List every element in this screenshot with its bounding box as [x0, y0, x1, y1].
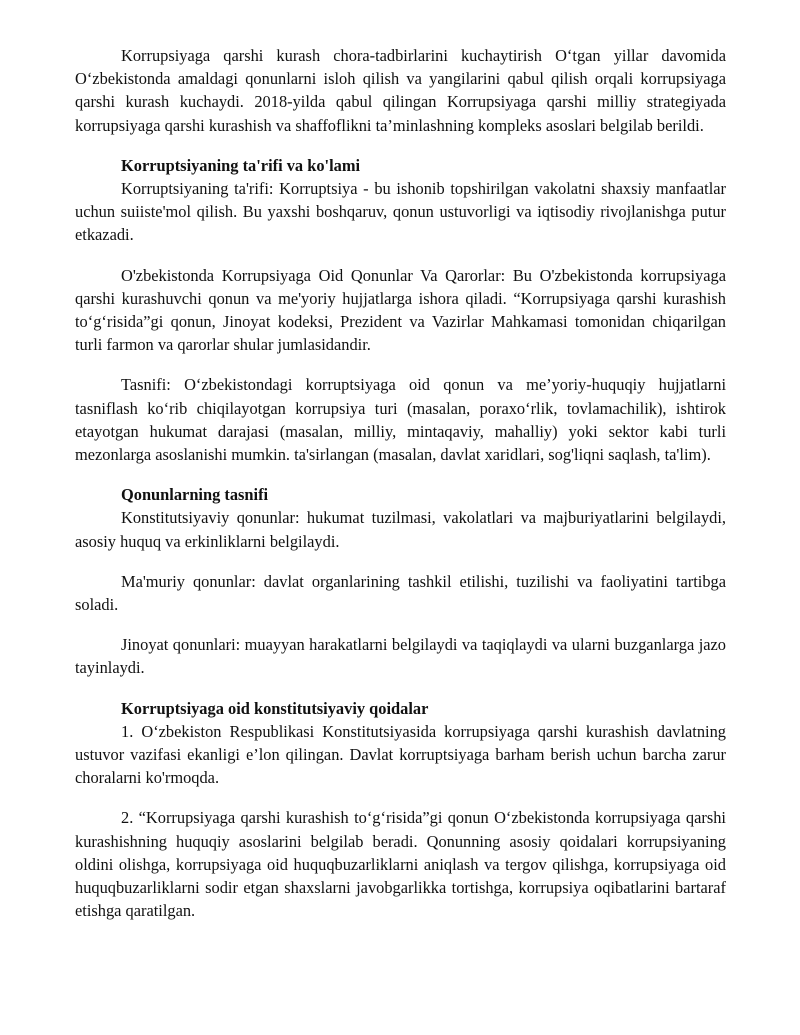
section-heading-constitutional-provisions: Korruptsiyaga oid konstitutsiyaviy qoidalar	[121, 698, 429, 718]
provision-2-paragraph: 2. “Korrupsiyaga qarshi kurashish to‘g‘risida”gi qonun O‘zbekistonda korrupsiyaga qarshi kurashishning huquqiy asoslarini belgilab beradi. Qonunning asosiy qoidalari korrupsiyaning oldini olishga, korrupsiyaga oid huquqbuzarliklarni aniqlash va tergov qilishga, korrupsiyaga oid huquqbuzarliklarni sodir etgan shaxslarni javobgarlikka tortishga, korrupsiya oqibatlarini bartaraf etishga qaratilgan.	[75, 808, 726, 921]
definition-paragraph: Korruptsiyaning ta'rifi: Korruptsiya - bu ishonib topshirilgan vakolatni shaxsiy manfaatlar uchun suiiste'mol qilish. Bu yaxshi boshqaruv, qonun ustuvorligi va iqtisodiy rivojlanishga putur etkazadi.	[75, 179, 726, 245]
criminal-laws-paragraph: Jinoyat qonunlari: muayyan harakatlarni belgilaydi va taqiqlaydi va ularni buzganlarga jazo tayinlaydi.	[75, 635, 726, 678]
spacer	[75, 680, 726, 697]
spacer	[75, 616, 726, 633]
spacer	[75, 137, 726, 154]
intro-paragraph: Korrupsiyaga qarshi kurash chora-tadbirlarini kuchaytirish O‘tgan yillar davomida O‘zbekistonda amaldagi qonunlarni isloh qilish va yangilarini qabul qilish orqali korrupsiyaga qarshi kurash kuchaydi. 2018-yilda qabul qilingan Korrupsiyaga qarshi milliy strategiyada korrupsiyaga qarshi kurashish va shaffoflikni ta’minlashning kompleks asoslari belgilab berildi.	[75, 46, 726, 135]
spacer	[75, 466, 726, 483]
spacer	[75, 789, 726, 806]
section-heading-law-classification: Qonunlarning tasnifi	[121, 485, 269, 505]
spacer	[75, 247, 726, 264]
provision-1-paragraph: 1. O‘zbekiston Respublikasi Konstitutsiyasida korrupsiyaga qarshi kurashish davlatning ustuvor vazifasi ekanligi e’lon qilingan. Davlat korruptsiyaga barham berish uchun barcha zarur choralarni ko'rmoqda.	[75, 721, 726, 788]
section-heading-definition: Korruptsiyaning ta'rifi va ko'lami	[121, 155, 361, 175]
classification-paragraph: Tasnifi: O‘zbekistondagi korruptsiyaga oid qonun va me’yoriy-huquqiy hujjatlarni tasniflash ko‘rib chiqilayotgan korrupsiya turi (masalan, poraxo‘rlik, tovlamachilik), ishtirok etayotgan hukumat darajasi (masalan, milliy, mintaqaviy, mahalliy) yoki sektor kabi turli mezonlarga asoslanishi mumkin. ta'sirlangan (masalan, davlat xaridlari, sog'liqni saqlash, ta'lim).	[75, 375, 726, 465]
laws-paragraph: O'zbekistonda Korrupsiyaga Oid Qonunlar Va Qarorlar: Bu O'zbekistonda korrupsiyaga qarshi kurashuvchi qonun va me'yoriy hujjatlarga ishora qiladi. “Korrupsiyaga qarshi kurashish to‘g‘risida”gi qonun, Jinoyat kodeksi, Prezident va Vazirlar Mahkamasi tomonidan chiqarilgan turli farmon va qarorlar shular jumlasidandir.	[75, 265, 726, 355]
constitutional-laws-paragraph: Konstitutsiyaviy qonunlar: hukumat tuzilmasi, vakolatlari va majburiyatlarini belgilaydi, asosiy huquq va erkinliklarni belgilaydi.	[75, 508, 726, 551]
document-page	[75, 44, 726, 923]
spacer	[75, 356, 726, 373]
spacer	[75, 553, 726, 570]
administrative-laws-paragraph: Ma'muriy qonunlar: davlat organlarining tashkil etilishi, tuzilishi va faoliyatini tartibga soladi.	[75, 571, 726, 615]
